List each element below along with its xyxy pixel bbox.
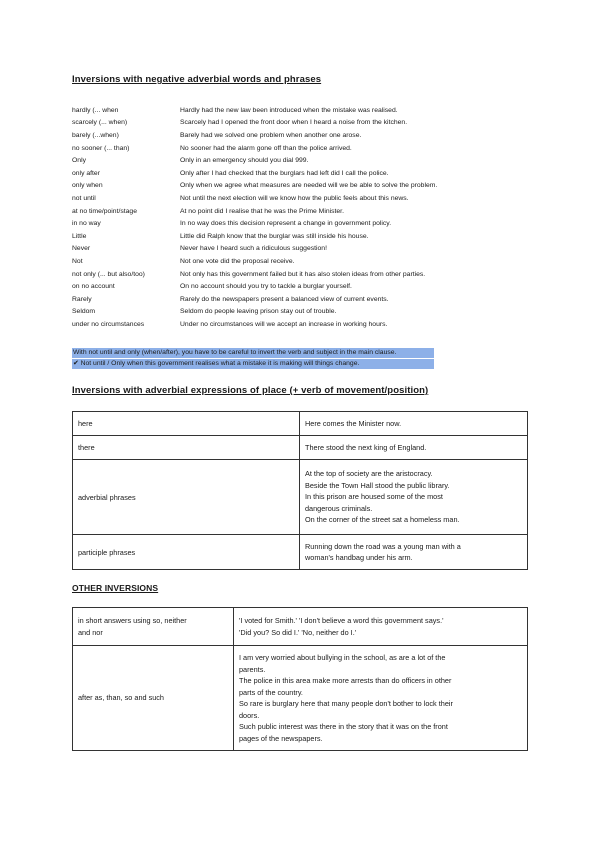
list-item [72, 167, 542, 180]
example: Not one vote did the proposal receive. [180, 257, 295, 265]
row-label: participle phrases [73, 535, 300, 570]
list-item [72, 306, 542, 319]
term: not only (... but also/too) [72, 270, 145, 278]
heading-other-inversions: OTHER INVERSIONS [72, 583, 159, 593]
example-line: woman's handbag under his arm. [305, 553, 413, 562]
example-line: parents. [239, 664, 266, 674]
example: On no account should you try to tackle a burglar yourself. [180, 283, 352, 291]
label-line: in short answers using so, neither [78, 616, 187, 625]
example-line: 'Did you? So did I.' 'No, neither do I.' [239, 627, 357, 637]
example: Rarely do the newspapers present a balanced view of current events. [180, 295, 389, 303]
term: Little [72, 232, 87, 240]
example: Not until the next election will we know how the public feels about this news. [180, 194, 409, 202]
example: Not only has this government failed but it has also stolen ideas from other parties. [180, 270, 426, 278]
table-row [73, 412, 528, 436]
row-examples [234, 646, 528, 751]
label-line: and nor [78, 627, 103, 637]
heading-negative-adverbials: Inversions with negative adverbial words and phrases [72, 74, 322, 85]
example-line: dangerous criminals. [305, 503, 373, 513]
example-line: Beside the Town Hall stood the public library. [305, 480, 450, 490]
list-item [72, 205, 542, 218]
example-line: There stood the next king of England. [305, 442, 427, 452]
list-item [72, 243, 542, 256]
term: no sooner (... than) [72, 144, 130, 152]
table-row [73, 535, 528, 570]
example-line: In this prison are housed some of the most [305, 492, 443, 502]
example: Under no circumstances will we accept an increase in working hours. [180, 320, 388, 328]
list-item [72, 117, 542, 130]
example-line: So rare is burglary here that many people don't bother to lock their [239, 699, 453, 708]
row-label: adverbial phrases [73, 460, 300, 535]
example-line: At the top of society are the aristocracy. [305, 469, 433, 479]
example: At no point did I realise that he was the Prime Minister. [180, 207, 344, 215]
example: Seldom do people leaving prison stay out of trouble. [180, 308, 337, 316]
list-item [72, 318, 542, 331]
term: under no circumstances [72, 320, 145, 328]
example-line: Running down the road was a young man with a [305, 541, 461, 551]
list-item [72, 293, 542, 306]
example: Scarcely had I opened the front door when I heard a noise from the kitchen. [180, 119, 408, 127]
row-label: there [73, 436, 300, 460]
list-item [72, 154, 542, 167]
list-item [72, 255, 542, 268]
heading-place-adverbials: Inversions with adverbial expressions of place (+ verb of movement/position) [72, 385, 429, 396]
example: Only when we agree what measures are needed will we be able to solve the problem. [180, 182, 438, 190]
term: Not [72, 257, 83, 265]
place-inversions-table [72, 411, 528, 570]
row-examples [234, 608, 528, 646]
row-label: here [73, 412, 300, 436]
example: Little did Ralph know that the burglar was still inside his house. [180, 232, 369, 240]
term: hardly (... when [72, 106, 119, 114]
highlighted-example: ✔ Not until / Only when this government realises what a mistake it is making will things change. [72, 359, 434, 369]
term: Never [72, 245, 91, 253]
list-item [72, 280, 542, 293]
list-item [72, 180, 542, 193]
list-item [72, 217, 542, 230]
row-label [73, 646, 234, 751]
list-item [72, 192, 542, 205]
term: only when [72, 182, 103, 190]
list-item [72, 268, 542, 281]
example-line: The police in this area make more arrests than do officers in other [239, 676, 452, 685]
example-line: I am very worried about bullying in the school, as are a lot of the [239, 653, 446, 662]
example-line: doors. [239, 710, 260, 720]
label-line: after as, than, so and such [78, 693, 164, 703]
term: Only [72, 157, 86, 165]
list-item [72, 104, 542, 117]
table-row [73, 608, 528, 646]
example-line: On the corner of the street sat a homeless man. [305, 515, 460, 525]
example-line: Such public interest was there in the story that it was on the front [239, 722, 448, 731]
table-row [73, 436, 528, 460]
example-line: parts of the country. [239, 687, 303, 697]
term: in no way [72, 220, 101, 228]
row-label [73, 608, 234, 646]
list-item [72, 230, 542, 243]
other-inversions-table [72, 607, 528, 751]
negative-adverbials-list [72, 104, 542, 331]
example: Hardly had the new law been introduced when the mistake was realised. [180, 106, 398, 114]
row-examples [300, 436, 528, 460]
row-examples [300, 460, 528, 535]
list-item [72, 129, 542, 142]
example: Only in an emergency should you dial 999. [180, 157, 309, 165]
table-row [73, 646, 528, 751]
row-examples [300, 535, 528, 570]
term: Rarely [72, 295, 92, 303]
example-line: pages of the newspapers. [239, 733, 323, 743]
example: In no way does this decision represent a change in government policy. [180, 220, 392, 228]
list-item [72, 142, 542, 155]
example: Never have I heard such a ridiculous suggestion! [180, 245, 327, 253]
example: Barely had we solved one problem when another one arose. [180, 131, 362, 139]
term: only after [72, 169, 100, 177]
term: at no time/point/stage [72, 207, 137, 215]
row-examples [300, 412, 528, 436]
highlighted-note: With not until and only (when/after), you have to be careful to invert the verb and subject in the main clause. [72, 348, 434, 358]
example-line: 'I voted for Smith.' 'I don't believe a word this government says.' [239, 616, 444, 625]
term: on no account [72, 283, 115, 291]
table-row [73, 460, 528, 535]
term: not until [72, 194, 96, 202]
term: scarcely (... when) [72, 119, 128, 127]
term: Seldom [72, 308, 96, 316]
example: Only after I had checked that the burglars had left did I call the police. [180, 169, 389, 177]
example-line: Here comes the Minister now. [305, 418, 402, 428]
example: No sooner had the alarm gone off than the police arrived. [180, 144, 352, 152]
term: barely (...when) [72, 131, 119, 139]
